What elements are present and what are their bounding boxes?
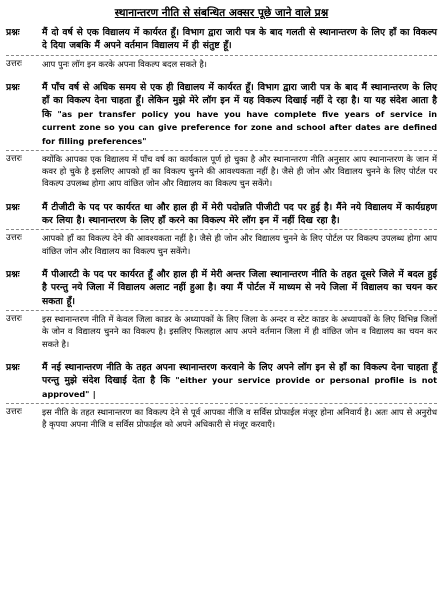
- faq-item: [6, 201, 437, 257]
- question-row: [6, 81, 437, 148]
- question-row: [6, 201, 437, 228]
- faq-item: [6, 81, 437, 190]
- question-label: प्रश्नः: [6, 82, 20, 94]
- question-label: प्रश्नः: [6, 361, 20, 373]
- answer-text: क्योंकि आपका एक विद्यालय में पाँच वर्ष का कार्यकाल पूर्ण हो चुका है और स्थानान्तरण नीति अनुसार आप स्थानान्तरण के जान में कवर हो चुके है इसलिए आपको हाँ का विकल्प चुनने की आवश्यकता नहीं है। जैसे ही जोन और विद्यालय चुनने के लिए पोर्टल पर विकल्प उपलब्ध होगा आप वांछित जोन और विद्यालय का विकल्प चुन सकेंगे।: [42, 154, 437, 189]
- divider: [6, 403, 437, 404]
- answer-label: उत्तरः: [6, 233, 22, 244]
- answer-text: इस स्थानान्तरण नीति में केवल जिला काडर के अध्यापकों के लिए जिला के अन्दर व स्टेट काडर के अध्यापकों के लिए विभिन्न जिलों के जोन व विद्यालय चुनने का विकल्प है। इसलिए फिलहाल आप अपने वर्तमान जिला में ही वांछित जोन व विद्यालय का चयन कर सकते है।: [42, 314, 437, 349]
- answer-text: आप पुनः लॉग इन करके अपना विकल्प बदल सकते है।: [42, 58, 207, 69]
- answer-row: [6, 58, 437, 70]
- answer-label: उत्तरः: [6, 58, 22, 69]
- answer-label: उत्तरः: [6, 314, 22, 325]
- question-text-english: "either your service provide or personal profile is not approved" |: [42, 375, 437, 399]
- divider: [6, 310, 437, 311]
- answer-row: [6, 313, 437, 350]
- question-label: प्रश्नः: [6, 27, 20, 38]
- question-text: मैं टीजीटी के पद पर कार्यरत था और हाल ही में मेरी पदोन्नति पीजीटी पद पर हुई है। मैंने नये विद्यालय में कार्यग्रहण कर लिया है। स्थानान्तरण के लिए हाँ करने का विकल्प मेरे लॉग इन में नहीं दिख रहा है।: [42, 201, 437, 227]
- faq-item: [6, 361, 437, 431]
- question-label: प्रश्नः: [6, 268, 20, 280]
- question-row: [6, 268, 437, 308]
- question-text: मैं दो वर्ष से एक विद्यालय में कार्यरत हूँ। विभाग द्वारा जारी पत्र के बाद गलती से स्थानान्तरण के लिए हाँ का विकल्प दे दिया जबकि मैं अपने वर्तमान विद्यालय में ही संतुष्ट हूँ।: [42, 27, 437, 52]
- answer-label: उत्तरः: [6, 154, 22, 165]
- page-title: स्थानान्तरण नीति से संबन्धित अक्सर पूछे जाने वाले प्रश्न: [114, 7, 329, 19]
- answer-row: [6, 153, 437, 190]
- answer-row: [6, 232, 437, 256]
- question-row: [6, 361, 437, 401]
- question-text: [42, 81, 437, 148]
- question-row: [6, 26, 437, 53]
- faq-item: [6, 268, 437, 350]
- answer-label: उत्तरः: [6, 406, 22, 417]
- divider: [6, 55, 437, 56]
- question-text-hindi: मैं नई स्थानान्तरण नीति के तहत अपना स्थानान्तरण करवाने के लिए अपने लॉग इन से हाँ का विकल्प देना चाहता हूँ परन्तु मुझे संदेश दिखाई देता है कि: [42, 361, 437, 387]
- divider: [6, 229, 437, 230]
- question-text: मैं पीआरटी के पद पर कार्यरत हूँ और हाल ही में मेरी अन्तर जिला स्थानान्तरण नीति के तहत दूसरे जिले में बदल हुई है परन्तु नये जिला में विद्यालय अलाट नहीं हुआ है। क्या मैं पोर्टल में माध्यम से नये जिला में विद्यालय का चयन कर सकता हूँ।: [42, 268, 437, 307]
- question-text-hindi: मैं पाँच वर्ष से अधिक समय से एक ही विद्यालय में कार्यरत हूँ। विभाग द्वारा जारी पत्र के बाद मैं स्थानान्तरण के लिए हाँ का विकल्प देना चाहता हूँ। लेकिन मुझे मेरे लॉग इन में यह विकल्प दिखाई नहीं दे रहा है। या यह संदेश आता है कि: [42, 82, 437, 120]
- question-text-english: "as per transfer policy you have you have complete five years of service in current zone so you can give preference for zone and school after dates are defined for filling preferences": [42, 108, 437, 146]
- answer-text: इस नीति के तहत स्थानान्तरण का विकल्प देने से पूर्व आपका नीजि व सर्विस प्रोफाईल मंजूर होना अनिवार्य है। अतः आप से अनुरोध है कृपया अपना नीजि व सर्विस प्रोफाईल को अपने अधिकारी से मंजूर करवाएँ।: [42, 406, 437, 430]
- question-label: प्रश्नः: [6, 201, 20, 213]
- answer-text: आपको हाँ का विकल्प देने की आवश्यकता नहीं है। जैसे ही जोन और विद्यालय चुनने के लिए पोर्टल पर विकल्प उपलब्ध होगा आप वांछित जोन और विद्यालय का विकल्प चुन सकेंगे।: [42, 233, 437, 256]
- divider: [6, 150, 437, 151]
- faq-item: [6, 26, 437, 70]
- question-text: [42, 361, 437, 401]
- answer-row: [6, 406, 437, 430]
